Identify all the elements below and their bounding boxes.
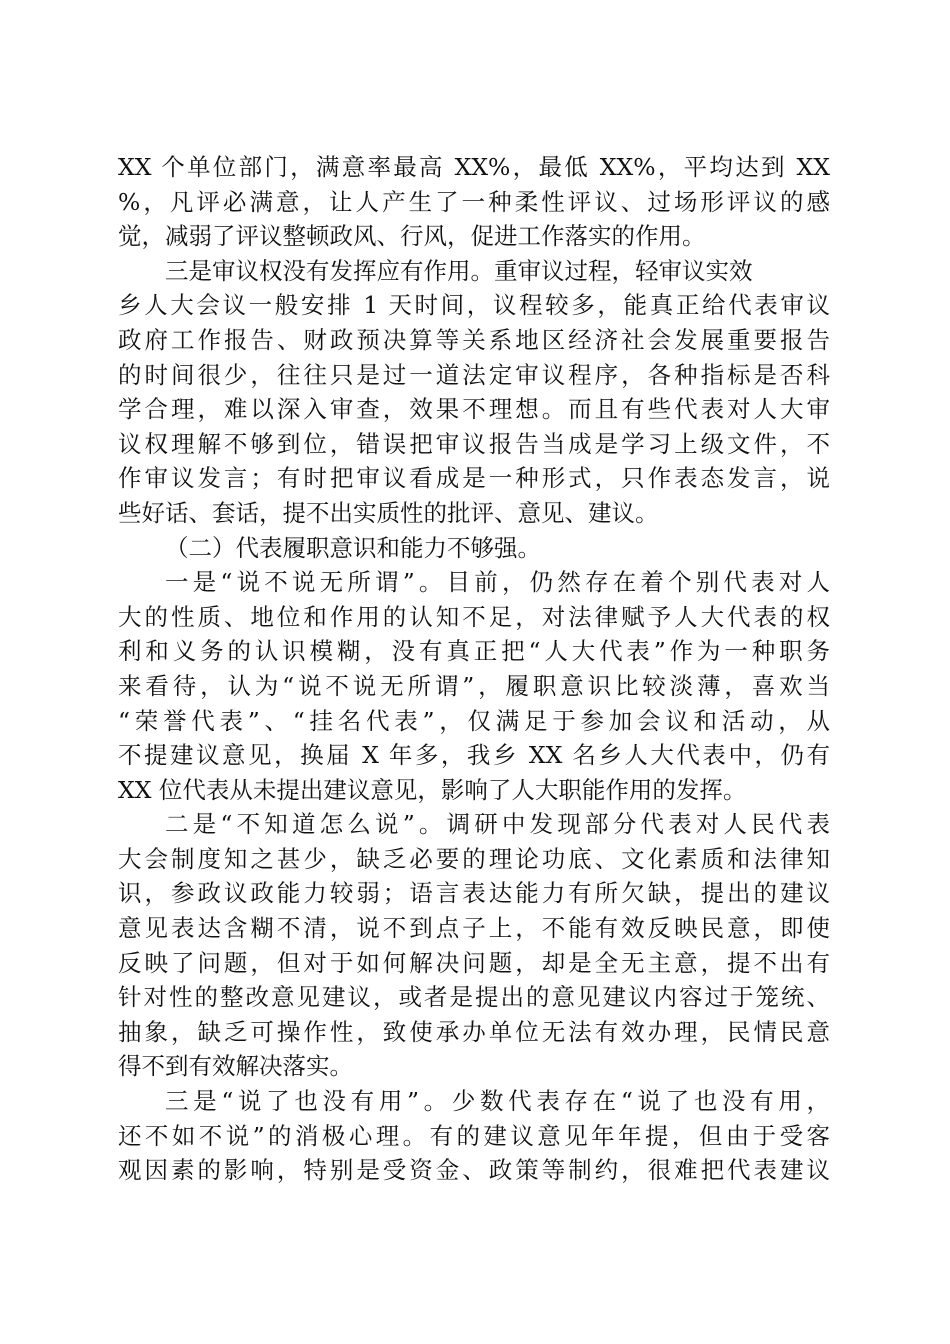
text-line: %，凡评必满意，让人产生了一种柔性评议、过场形评议的感	[118, 187, 830, 216]
paragraph-start-line: 三是“说了也没有用”。少数代表存在“说了也没有用，	[165, 1087, 830, 1116]
text-line: 的时间很少，往往只是过一道法定审议程序，各种指标是否科	[118, 360, 830, 389]
paragraph-start-line: 一是“说不说无所谓”。目前，仍然存在着个别代表对人	[165, 568, 830, 597]
text-line: 不提建议意见，换届 X 年多，我乡 XX 名乡人大代表中，仍有	[118, 741, 830, 770]
paragraph-start-line: 三是审议权没有发挥应有作用。重审议过程，轻审议实效	[165, 256, 753, 285]
document-body	[118, 150, 830, 1188]
text-line: 乡人大会议一般安排 1 天时间，议程较多，能真正给代表审议	[118, 291, 830, 320]
text-line: “荣誉代表”、“挂名代表”，仅满足于参加会议和活动，从	[118, 706, 830, 735]
text-line: 识，参政议政能力较弱；语言表达能力有所欠缺，提出的建议	[118, 879, 830, 908]
text-line: 意见表达含糊不清，说不到点子上，不能有效反映民意，即使	[118, 914, 830, 943]
text-line: 些好话、套话，提不出实质性的批评、意见、建议。	[118, 498, 659, 527]
text-line: 来看待，认为“说不说无所谓”，履职意识比较淡薄，喜欢当	[118, 671, 830, 700]
text-line: 觉，减弱了评议整顿政风、行风，促进工作落实的作用。	[118, 222, 706, 251]
text-line: 抽象，缺乏可操作性，致使承办单位无法有效办理，民情民意	[118, 1017, 830, 1046]
text-line: 政府工作报告、财政预决算等关系地区经济社会发展重要报告	[118, 325, 830, 354]
paragraph-start-line: 二是“不知道怎么说”。调研中发现部分代表对人民代表	[165, 810, 830, 839]
text-line: 针对性的整改意见建议，或者是提出的意见建议内容过于笼统、	[118, 983, 830, 1012]
text-line: XX 个单位部门，满意率最高 XX%，最低 XX%，平均达到 XX	[118, 153, 830, 181]
text-line: 还不如不说”的消极心理。有的建议意见年年提，但由于受客	[118, 1121, 830, 1150]
text-line: 大会制度知之甚少，缺乏必要的理论功底、文化素质和法律知	[118, 844, 830, 873]
text-line: 大的性质、地位和作用的认知不足，对法律赋予人大代表的权	[118, 602, 830, 631]
text-line: 学合理，难以深入审查，效果不理想。而且有些代表对人大审	[118, 395, 830, 424]
text-line: 利和义务的认识模糊，没有真正把“人大代表”作为一种职务	[118, 637, 830, 666]
text-line: 得不到有效解决落实。	[118, 1052, 353, 1081]
section-heading: （二）代表履职意识和能力不够强。	[165, 533, 541, 562]
text-line: XX 位代表从未提出建议意见，影响了人大职能作用的发挥。	[118, 775, 747, 804]
text-line: 作审议发言；有时把审议看成是一种形式，只作表态发言，说	[118, 464, 830, 493]
text-line: 反映了问题，但对于如何解决问题，却是全无主意，提不出有	[118, 948, 830, 977]
text-line: 议权理解不够到位，错误把审议报告当成是学习上级文件，不	[118, 429, 830, 458]
text-line: 观因素的影响，特别是受资金、政策等制约，很难把代表建议	[118, 1156, 830, 1185]
